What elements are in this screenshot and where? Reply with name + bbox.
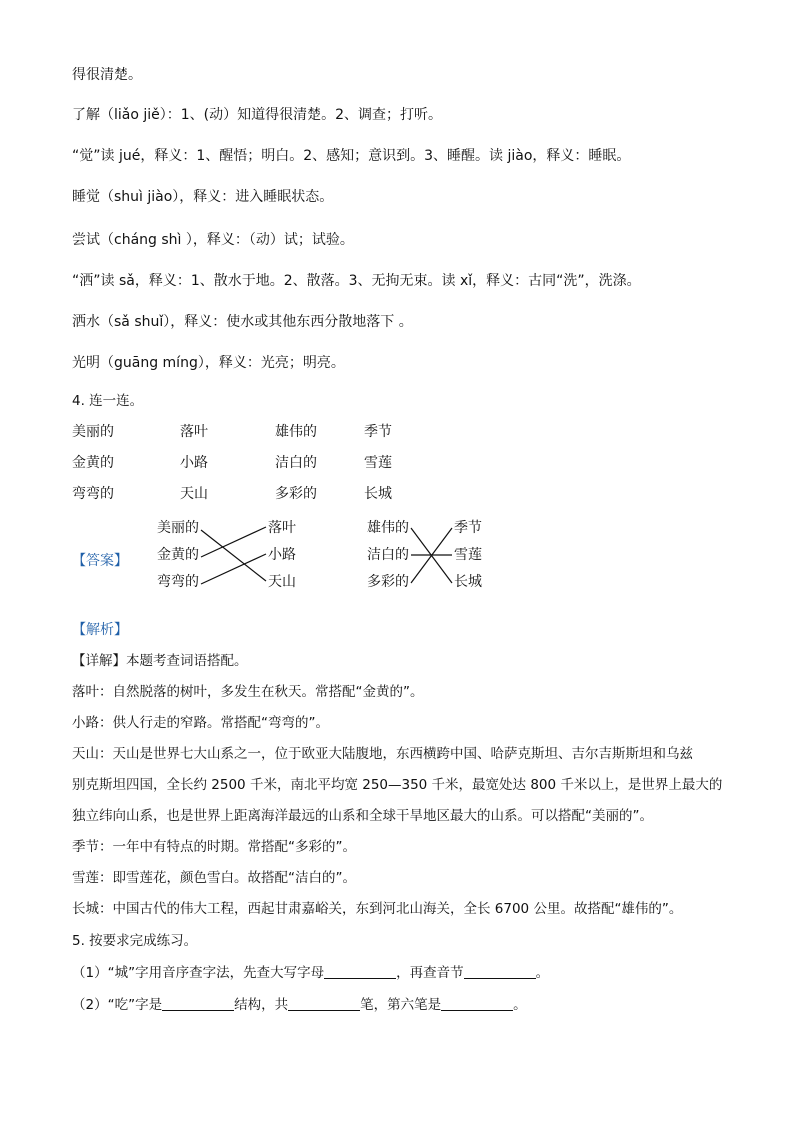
- q5-item1-text-2: ，再查音节: [396, 965, 464, 981]
- answer-right-noun-3: 长城: [454, 574, 482, 590]
- q4-cell: 弯弯的: [72, 486, 114, 502]
- glossary-line-6: “洒”读 sǎ，释义：1、散水于地。2、散落。3、无拘无束。读 xǐ，释义：古同“洗”，洗涤。: [72, 273, 641, 289]
- q4-cell: 美丽的: [72, 424, 114, 440]
- answer-blank-sixth-stroke[interactable]: [441, 996, 513, 1011]
- answer-left-noun-1: 落叶: [268, 520, 296, 536]
- glossary-line-5: 尝试（cháng shì ），释义：（动）试；试验。: [72, 232, 354, 248]
- answer-blank-letter[interactable]: [324, 964, 396, 979]
- question-5-item-2: [72, 996, 527, 1014]
- analysis-line-3: 小路：供人行走的窄路。常搭配“弯弯的”。: [72, 715, 329, 731]
- analysis-line-6: 独立纬向山系，也是世界上距离海洋最远的山系和全球干旱地区最大的山系。可以搭配“美丽的”。: [72, 808, 653, 824]
- q5-item2-text-4: 。: [513, 997, 527, 1013]
- glossary-line-3: “觉”读 jué，释义：1、醒悟；明白。2、感知；意识到。3、睡醒。读 jiào，释义：睡眠。: [72, 148, 631, 164]
- q4-cell: 季节: [364, 424, 392, 440]
- answer-right-adj-3: 多彩的: [367, 574, 409, 590]
- glossary-line-8: 光明（guāng míng），释义：光亮；明亮。: [72, 355, 345, 371]
- analysis-label: 【解析】: [72, 622, 128, 638]
- q4-cell: 多彩的: [275, 486, 317, 502]
- analysis-line-5: 别克斯坦四国，全长约 2500 千米，南北平均宽 250—350 千米，最宽处达 800 千米以上，是世界上最大的: [72, 777, 723, 793]
- q5-item2-text-3: 笔，第六笔是: [360, 997, 442, 1013]
- q5-item2-text-1: （2）“吃”字是: [72, 997, 163, 1013]
- answer-blank-structure[interactable]: [162, 996, 234, 1011]
- q4-cell: 小路: [180, 455, 208, 471]
- q4-cell: 金黄的: [72, 455, 114, 471]
- glossary-line-1: 得很清楚。: [72, 67, 142, 83]
- answer-left-adj-1: 美丽的: [157, 520, 199, 536]
- answer-right-adj-2: 洁白的: [367, 547, 409, 563]
- answer-left-adj-2: 金黄的: [157, 547, 199, 563]
- analysis-line-9: 长城：中国古代的伟大工程，西起甘肃嘉峪关，东到河北山海关，全长 6700 公里。故搭配“雄伟的”。: [72, 901, 683, 917]
- answer-right-adj-1: 雄伟的: [367, 520, 409, 536]
- q5-item2-text-2: 结构，共: [234, 997, 289, 1013]
- answer-left-adj-3: 弯弯的: [157, 574, 199, 590]
- question-5-title: 5. 按要求完成练习。: [72, 933, 198, 949]
- q5-item1-text-1: （1）“城”字用音序查字法，先查大写字母: [72, 965, 325, 981]
- glossary-line-2: 了解（liǎo jiě）：1、(动）知道得很清楚。2、调查；打听。: [72, 107, 443, 123]
- analysis-line-7: 季节：一年中有特点的时期。常搭配“多彩的”。: [72, 839, 356, 855]
- answer-left-noun-2: 小路: [268, 547, 296, 563]
- q4-cell: 天山: [180, 486, 208, 502]
- analysis-line-4: 天山：天山是世界七大山系之一，位于欧亚大陆腹地，东西横跨中国、哈萨克斯坦、吉尔吉斯斯坦和乌兹: [72, 746, 693, 762]
- answer-blank-syllable[interactable]: [464, 964, 536, 979]
- analysis-line-1: 【详解】本题考查词语搭配。: [72, 653, 248, 669]
- connector-line: [201, 527, 266, 557]
- answer-blank-stroke-count[interactable]: [288, 996, 360, 1011]
- connector-line: [201, 554, 266, 584]
- analysis-line-2: 落叶：自然脱落的树叶，多发生在秋天。常搭配“金黄的”。: [72, 684, 424, 700]
- answer-right-noun-2: 雪莲: [454, 547, 482, 563]
- q5-item1-text-3: 。: [535, 965, 550, 981]
- q4-cell: 雄伟的: [275, 424, 317, 440]
- answer-left-noun-3: 天山: [268, 574, 296, 590]
- analysis-line-8: 雪莲：即雪莲花，颜色雪白。故搭配“洁白的”。: [72, 870, 356, 886]
- answer-label: 【答案】: [72, 553, 128, 569]
- question-4-title: 4. 连一连。: [72, 393, 144, 409]
- question-5-item-1: [72, 964, 549, 982]
- answer-right-noun-1: 季节: [454, 520, 482, 536]
- q4-cell: 长城: [364, 486, 392, 502]
- q4-cell: 雪莲: [364, 455, 392, 471]
- glossary-line-7: 洒水（sǎ shuǐ），释义：使水或其他东西分散地落下 。: [72, 314, 413, 330]
- q4-cell: 洁白的: [275, 455, 317, 471]
- glossary-line-4: 睡觉（shuì jiào），释义：进入睡眠状态。: [72, 189, 334, 205]
- connector-line: [201, 530, 266, 581]
- q4-cell: 落叶: [180, 424, 208, 440]
